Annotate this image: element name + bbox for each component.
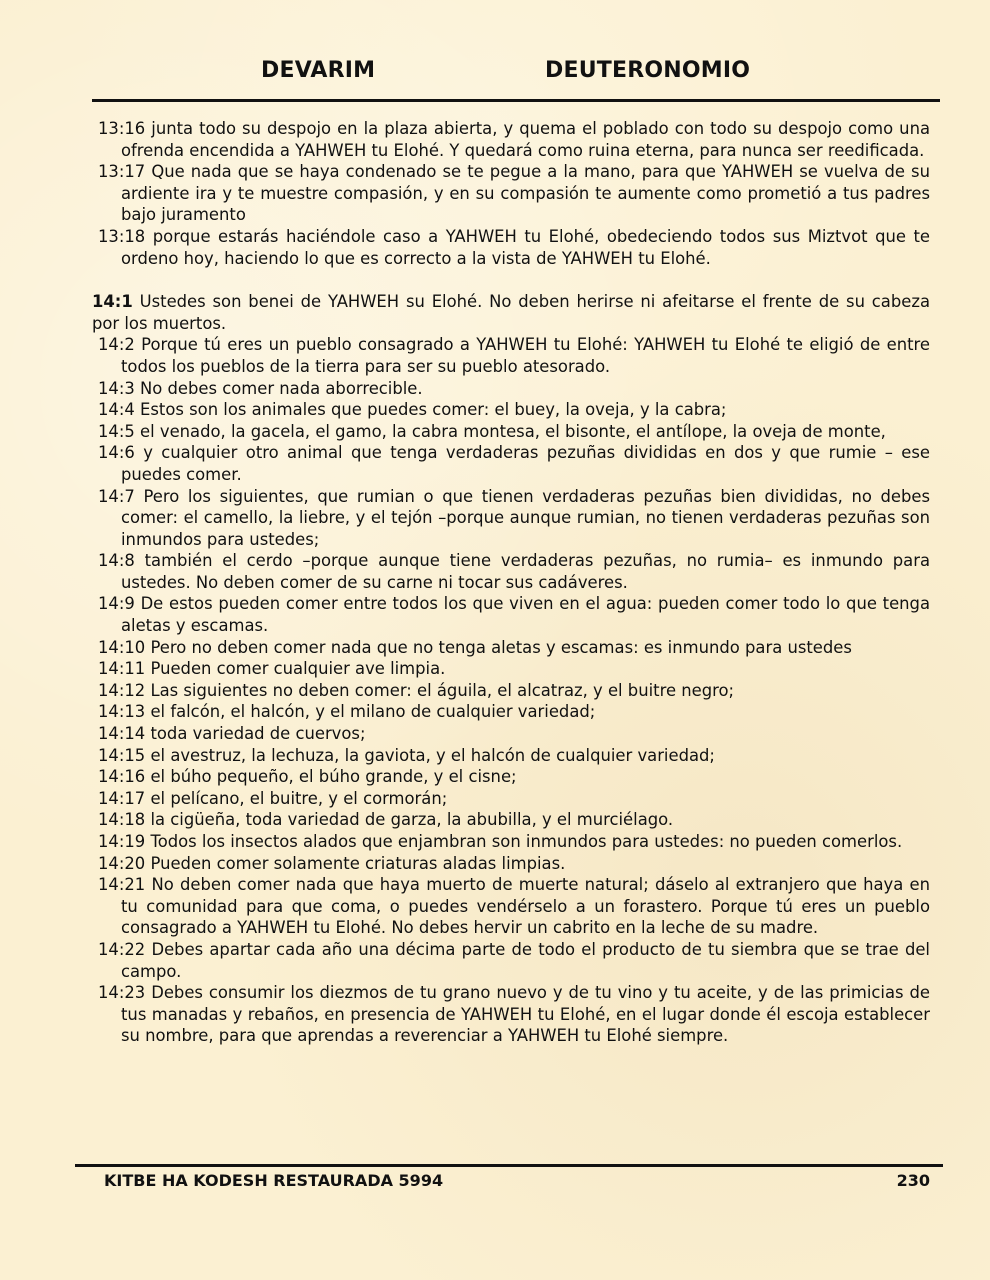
verse-14-21 bbox=[92, 874, 930, 939]
verse-ref: 14:6 bbox=[98, 443, 135, 463]
verse-ref: 14:19 bbox=[98, 832, 146, 851]
verse-text: Debes consumir los diezmos de tu grano nuevo y de tu vino y tu aceite, y de las primicias de tus manadas y rebaños, en presencia de YAHWEH tu Elohé, en el lugar donde él escoja establecer su nombre, para que aprendas a reverenciar a YAHWEH tu Elohé siempre. bbox=[121, 983, 930, 1046]
verse-ref: 14:13 bbox=[98, 702, 146, 722]
verse-ref: 13:16 bbox=[98, 119, 146, 138]
verse-14-22 bbox=[92, 939, 930, 982]
verse-text: el pelícano, el buitre, y el cormorán; bbox=[150, 788, 448, 808]
verse-ref: 14:8 bbox=[98, 551, 135, 571]
verse-14-23 bbox=[92, 982, 930, 1047]
verse-ref: 14:20 bbox=[98, 853, 146, 873]
verse-text: el venado, la gacela, el gamo, la cabra montesa, el bisonte, el antílope, la oveja de monte, bbox=[140, 421, 886, 441]
verse-text: Pueden comer cualquier ave limpia. bbox=[150, 659, 446, 679]
verse-ref: 14:14 bbox=[98, 724, 146, 744]
verse-ref: 14:22 bbox=[98, 939, 146, 959]
verse-text: porque estarás haciéndole caso a YAHWEH tu Elohé, obedeciendo todos sus Miztvot que te ordeno hoy, haciendo lo que es correcto a la vista de YAHWEH tu Elohé. bbox=[121, 226, 930, 268]
verse-text: y cualquier otro animal que tenga verdaderas pezuñas divididas en dos y que rumie – ese puedes comer. bbox=[121, 443, 930, 484]
verse-ref: 14:5 bbox=[98, 421, 135, 441]
verse-14-3 bbox=[92, 378, 930, 400]
verse-14-5 bbox=[92, 421, 930, 443]
verse-14-4 bbox=[92, 399, 930, 421]
verse-text: el avestruz, la lechuza, la gaviota, y el halcón de cualquier variedad; bbox=[150, 745, 715, 765]
verse-ref: 14:12 bbox=[98, 680, 146, 700]
chapter-start-ref: 14:1 bbox=[92, 292, 133, 312]
verse-14-11 bbox=[92, 658, 930, 680]
verse-text: Pero no deben comer nada que no tenga aletas y escamas: es inmundo para ustedes bbox=[150, 637, 852, 657]
page-header bbox=[0, 58, 990, 90]
verse-ref: 14:2 bbox=[98, 335, 135, 355]
verse-ref: 14:10 bbox=[98, 637, 146, 657]
verse-ref: 14:15 bbox=[98, 745, 146, 765]
verse-text: Ustedes son benei de YAHWEH su Elohé. No deben herirse ni afeitarse el frente de su cabeza por los muertos. bbox=[92, 292, 930, 333]
verse-14-17 bbox=[92, 788, 930, 810]
header-book-hebrew-name: DEVARIM bbox=[261, 58, 376, 83]
verse-text: junta todo su despojo en la plaza abierta, y quema el poblado con todo su despojo como una ofrenda encendida a YAHWEH tu Elohé. Y quedará como ruina eterna, para nunca ser reedificada. bbox=[121, 119, 931, 160]
verse-14-19 bbox=[92, 831, 930, 853]
verse-text: Todos los insectos alados que enjambran son inmundos para ustedes: no pueden comerlos. bbox=[150, 832, 903, 851]
header-book-spanish-name: DEUTERONOMIO bbox=[545, 58, 751, 83]
header-divider bbox=[92, 99, 940, 102]
verse-ref: 13:18 bbox=[98, 226, 146, 246]
verse-ref: 14:7 bbox=[98, 486, 135, 506]
verse-14-1 bbox=[92, 291, 930, 334]
verse-14-12 bbox=[92, 680, 930, 702]
verse-text: Que nada que se haya condenado se te pegue a la mano, para que YAHWEH se vuelva de su ardiente ira y te muestre compasión, y en su compasión te aumente como prometió a tus padres bajo juramento bbox=[121, 162, 930, 225]
verse-14-20 bbox=[92, 853, 930, 875]
verse-14-18 bbox=[92, 809, 930, 831]
verse-ref: 14:11 bbox=[98, 659, 146, 679]
verse-text: también el cerdo –porque aunque tiene verdaderas pezuñas, no rumia– es inmundo para ustedes. No deben comer de su carne ni tocar sus cadáveres. bbox=[121, 551, 930, 592]
verse-14-9 bbox=[92, 593, 930, 636]
verse-ref: 14:9 bbox=[98, 594, 135, 614]
verse-text: No deben comer nada que haya muerto de muerte natural; dáselo al extranjero que haya en tu comunidad para que coma, o puedes vendérselo a un forastero. Porque tú eres un pueblo consagrado a YAHWEH tu Elohé. No debes hervir un cabrito en la leche de su madre. bbox=[121, 875, 930, 938]
verse-text: Porque tú eres un pueblo consagrado a YAHWEH tu Elohé: YAHWEH tu Elohé te eligió de entre todos los pueblos de la tierra para ser su pueblo atesorado. bbox=[121, 335, 930, 376]
verse-text: De estos pueden comer entre todos los que viven en el agua: pueden comer todo lo que tenga aletas y escamas. bbox=[121, 594, 930, 636]
footer-book-title: KITBE HA KODESH RESTAURADA 5994 bbox=[104, 1171, 444, 1190]
verse-13-16 bbox=[92, 118, 930, 161]
verse-ref: 14:16 bbox=[98, 767, 146, 787]
verse-14-14 bbox=[92, 723, 930, 745]
verse-ref: 14:18 bbox=[98, 810, 146, 830]
verse-14-6 bbox=[92, 442, 930, 485]
verse-13-17 bbox=[92, 161, 930, 226]
verse-text: toda variedad de cuervos; bbox=[150, 724, 366, 744]
verse-text: Debes apartar cada año una décima parte de todo el producto de tu siembra que se trae del campo. bbox=[121, 939, 930, 981]
verse-ref: 14:21 bbox=[98, 875, 146, 895]
verse-text: Estos son los animales que puedes comer: el buey, la oveja, y la cabra; bbox=[140, 400, 727, 420]
verse-ref: 14:4 bbox=[98, 400, 135, 420]
verse-14-10 bbox=[92, 637, 930, 659]
page-number: 230 bbox=[896, 1171, 930, 1190]
verse-ref: 14:3 bbox=[98, 378, 135, 398]
verse-text: el búho pequeño, el búho grande, y el cisne; bbox=[150, 767, 517, 787]
verse-text: el falcón, el halcón, y el milano de cualquier variedad; bbox=[150, 702, 596, 722]
verse-text: Las siguientes no deben comer: el águila, el alcatraz, y el buitre negro; bbox=[150, 680, 735, 700]
verse-text: la cigüeña, toda variedad de garza, la abubilla, y el murciélago. bbox=[150, 810, 674, 830]
verse-text: No debes comer nada aborrecible. bbox=[140, 378, 423, 398]
verse-14-16 bbox=[92, 766, 930, 788]
verse-14-7 bbox=[92, 486, 930, 551]
footer-divider bbox=[75, 1164, 943, 1167]
verse-ref: 13:17 bbox=[98, 162, 146, 182]
verse-text: Pueden comer solamente criaturas aladas limpias. bbox=[150, 853, 566, 873]
verse-ref: 14:23 bbox=[98, 983, 146, 1003]
verse-14-2 bbox=[92, 334, 930, 377]
verse-14-15 bbox=[92, 745, 930, 767]
verse-ref: 14:17 bbox=[98, 788, 146, 808]
verse-14-13 bbox=[92, 701, 930, 723]
verse-13-18 bbox=[92, 226, 930, 269]
verse-text: Pero los siguientes, que rumian o que tienen verdaderas pezuñas bien divididas, no debes comer: el camello, la liebre, y el tejón –porque aunque rumian, no tienen verdaderas pezuñas son inmundos para ustedes; bbox=[121, 486, 930, 549]
verse-14-8 bbox=[92, 550, 930, 593]
scripture-text bbox=[92, 118, 930, 1047]
